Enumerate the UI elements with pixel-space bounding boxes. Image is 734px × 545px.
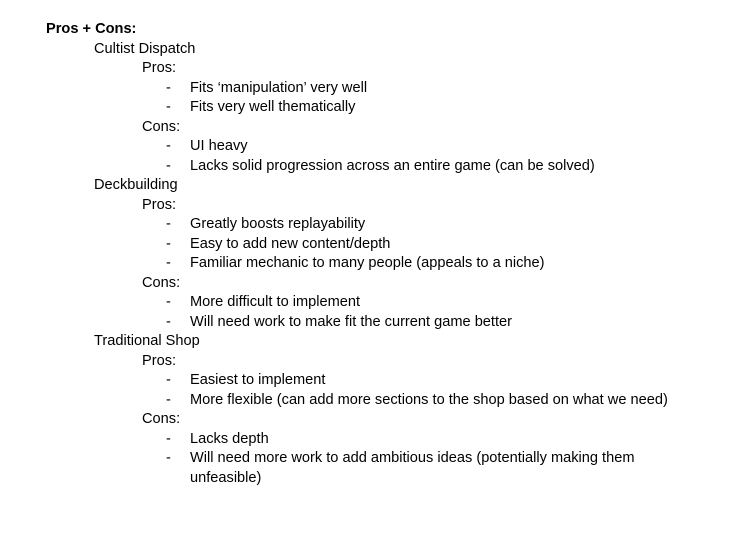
bullet-dash: - [166,450,171,466]
list-item: - Fits ‘manipulation’ very well [190,79,694,99]
option-heading-cultist-dispatch: Cultist Dispatch [94,40,196,57]
bullet-dash: - [166,79,171,96]
bullet-dash: - [166,138,171,154]
pros-label: Pros: [142,60,177,76]
list-item: - More difficult to implement [190,293,694,313]
list-item: - Easy to add new content/depth [190,235,694,255]
option-heading-deckbuilding: Deckbuilding [94,177,178,193]
bullet-dash: - [166,255,171,271]
list-item: - Easiest to implement [190,371,694,391]
bullet-dash: - [166,313,171,330]
bullet-dash: - [166,157,171,174]
list-item: - Lacks depth [190,430,694,450]
pros-label: Pros: [142,196,177,213]
list-item: - Greatly boosts replayability [190,215,694,235]
list-item: - Familiar mechanic to many people (appeals to a niche) [190,254,694,274]
bullet-dash: - [166,391,171,408]
document-title: Pros + Cons: [46,21,137,37]
list-item: - Will need work to make fit the current game better [190,313,694,333]
pros-label: Pros: [142,352,177,369]
bullet-dash: - [166,430,171,447]
bullet-dash: - [166,99,171,115]
bullet-dash: - [166,235,171,252]
option-heading-traditional-shop: Traditional Shop [94,333,200,349]
list-item: - Fits very well thematically [190,98,694,118]
list-item: - Lacks solid progression across an entire game (can be solved) [190,157,694,177]
list-item: - Will need more work to add ambitious ideas (potentially making them unfeasible) [166,450,635,486]
bullet-dash: - [166,372,171,388]
bullet-dash: - [166,294,171,310]
cons-label: Cons: [142,118,181,135]
cons-label: Cons: [142,274,181,291]
cons-label: Cons: [142,411,181,427]
bullet-dash: - [166,216,171,232]
list-item: - More flexible (can add more sections to the shop based on what we need) [190,391,694,411]
list-item: - UI heavy [190,137,694,157]
